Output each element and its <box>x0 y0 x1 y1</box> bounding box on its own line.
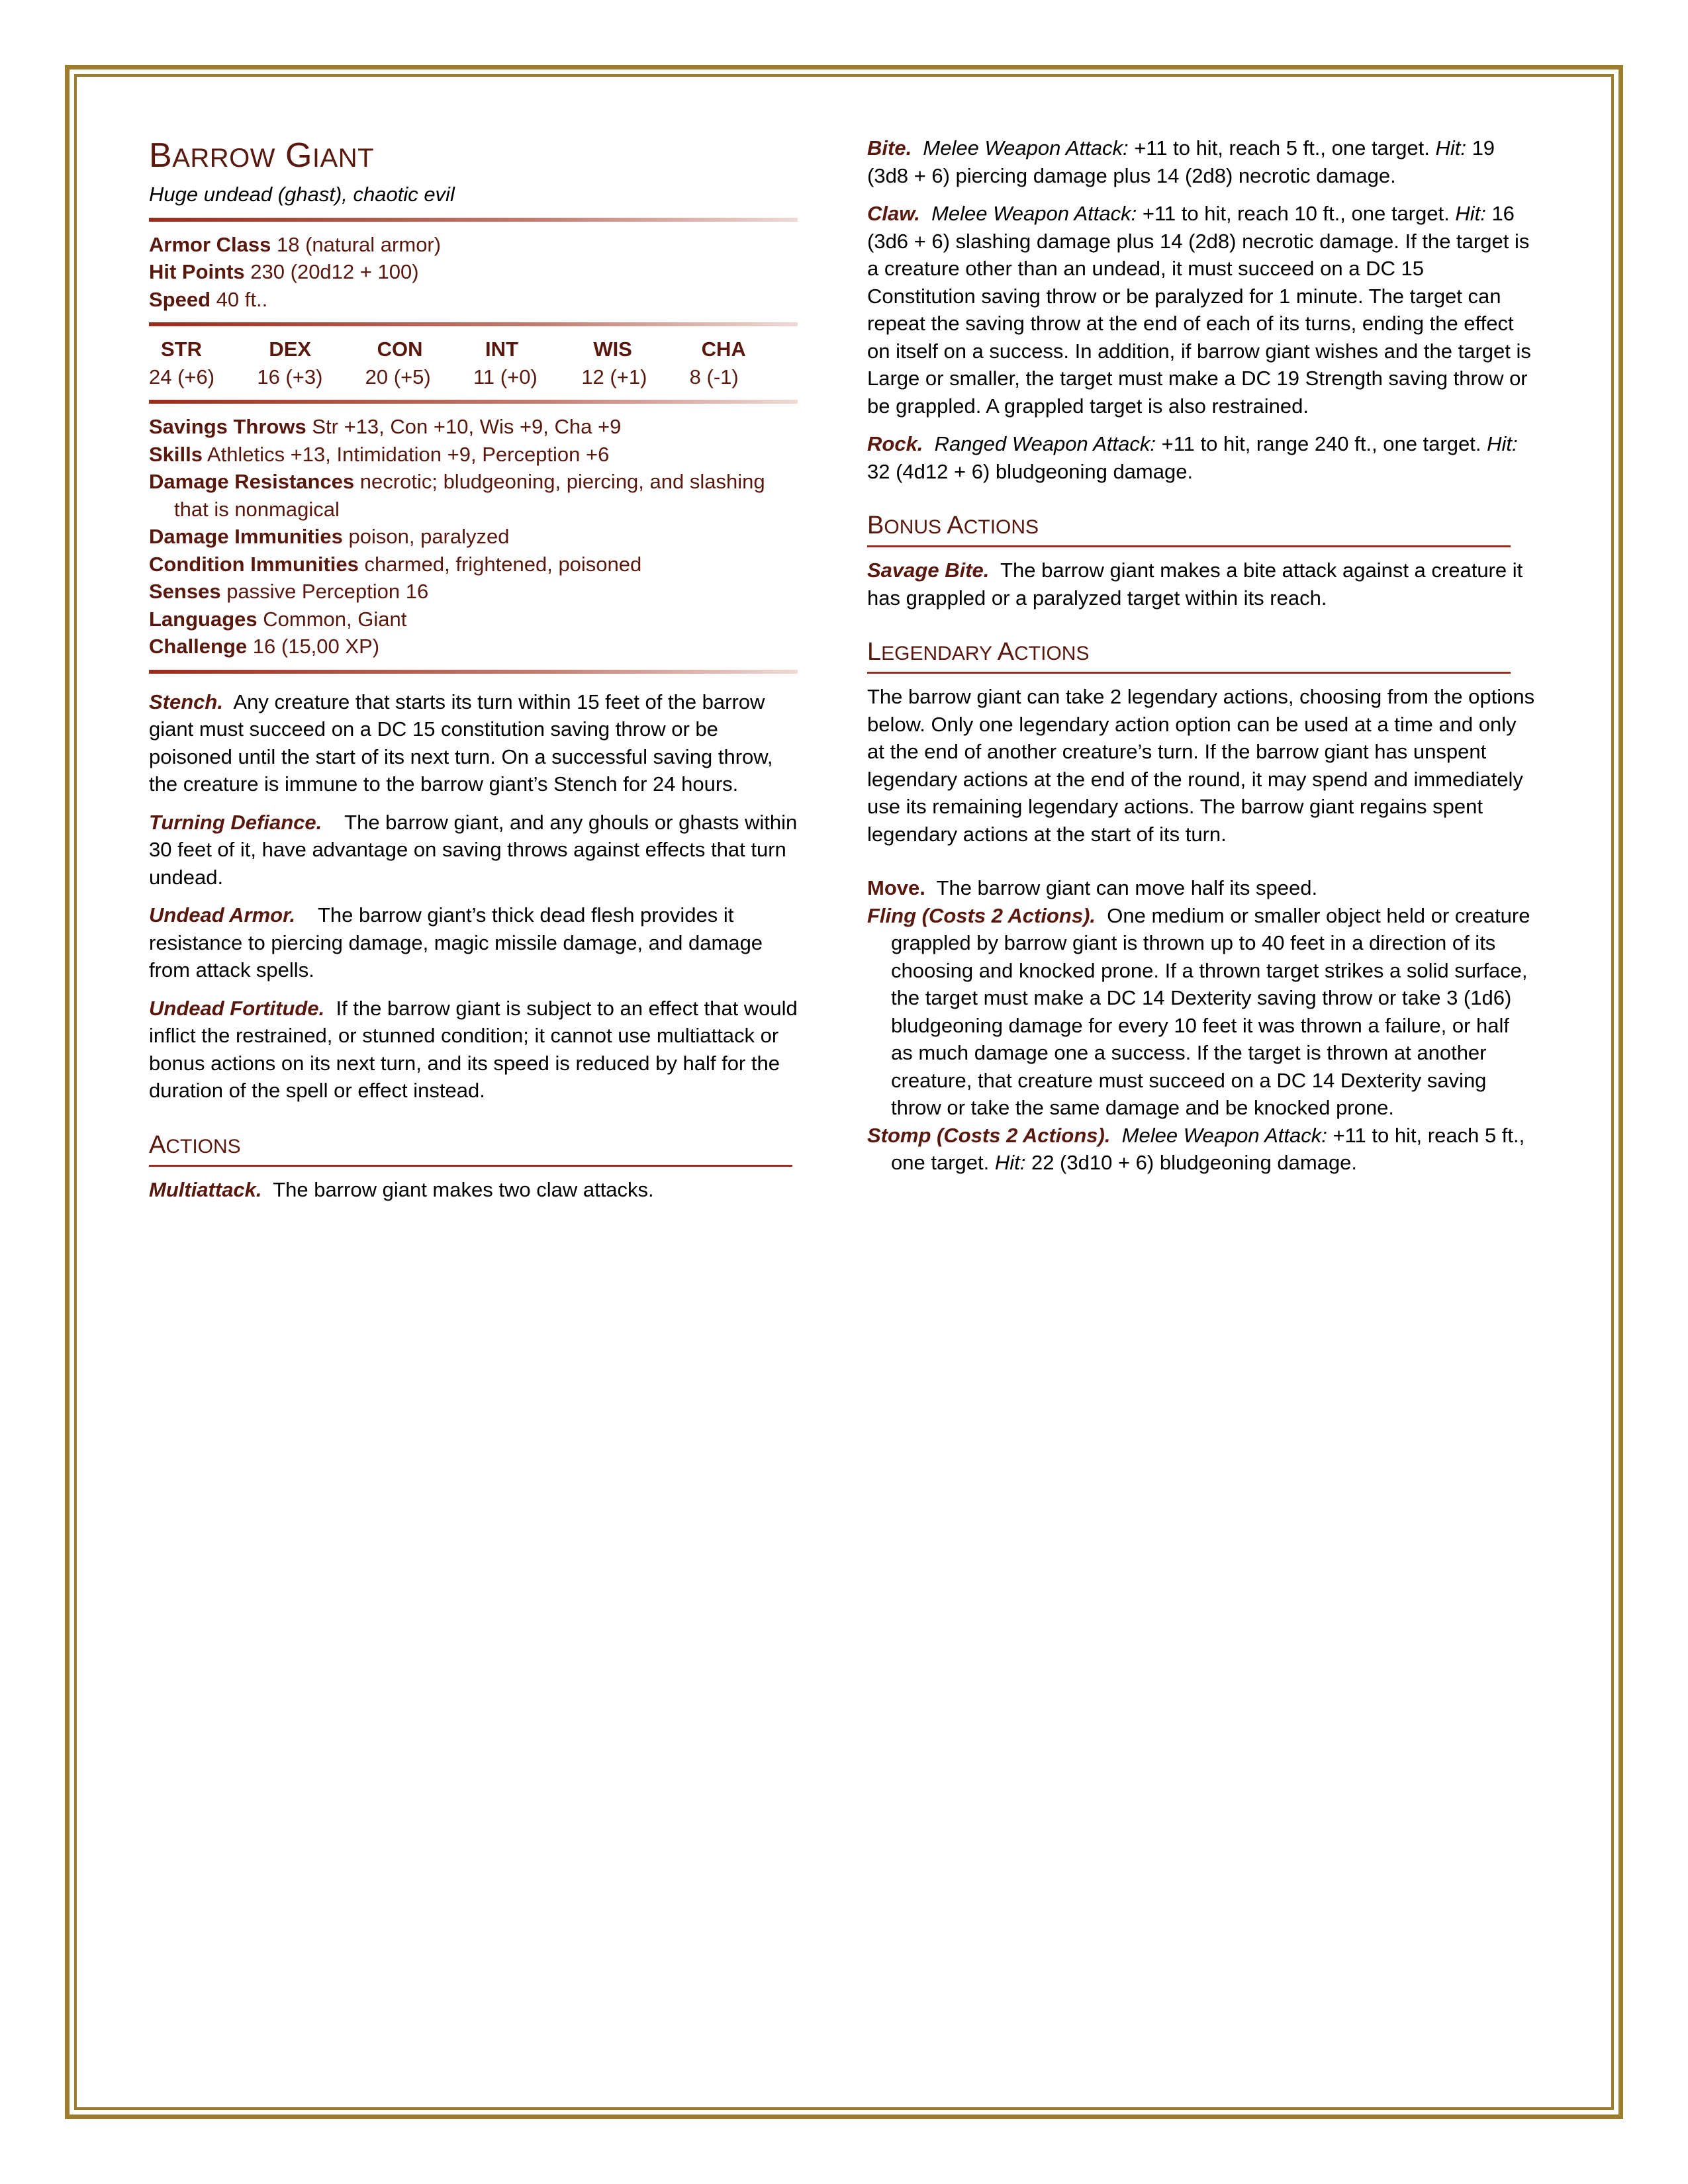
ability-dex: DEX 16 (+3) <box>257 338 323 388</box>
right-column <box>867 134 1536 1177</box>
bonus-savage-bite: Savage Bite. The barrow giant makes a bite attack against a creature it has grappled or a paralyzed target within its reach. <box>867 559 1523 610</box>
action-bite: Bite. Melee Weapon Attack: +11 to hit, reach 5 ft., one target. Hit: 19 (3d8 + 6) piercing damage plus 14 (2d8) necrotic damage. <box>867 136 1495 187</box>
damage-resistances: Damage Resistances necrotic; bludgeoning, piercing, and slashing that is nonmagical <box>149 470 765 521</box>
monster-name: BARROW GIANT <box>149 136 375 175</box>
divider <box>149 670 798 674</box>
trait-undead-fortitude: Undead Fortitude. If the barrow giant is subject to an effect that would inflict the restrained, or stunned condition; it cannot use multiattack or bonus actions on its next turn, and its speed is reduced by half for the duration of the spell or effect instead. <box>149 996 798 1102</box>
ability-scores <box>149 336 798 390</box>
hit-points: Hit Points 230 (20d12 + 100) <box>149 260 419 283</box>
section-heading-actions: ACTIONS <box>149 1130 792 1167</box>
ability-cha: CHA 8 (-1) <box>689 338 746 388</box>
legendary-move: Move. The barrow giant can move half its speed. <box>867 876 1318 899</box>
ability-str: STR 24 (+6) <box>149 338 215 388</box>
speed: Speed 40 ft.. <box>149 287 268 311</box>
action-rock: Rock. Ranged Weapon Attack: +11 to hit, range 240 ft., one target. Hit: 32 (4d12 + 6) bludgeoning damage. <box>867 432 1518 483</box>
section-heading-bonus-actions: BONUS ACTIONS <box>867 510 1511 547</box>
damage-immunities: Damage Immunities poison, paralyzed <box>149 525 510 548</box>
skills: Skills Athletics +13, Intimidation +9, Perception +6 <box>149 442 610 466</box>
armor-class: Armor Class 18 (natural armor) <box>149 232 442 256</box>
divider <box>149 218 798 222</box>
trait-undead-armor: Undead Armor. The barrow giant’s thick dead flesh provides it resistance to piercing damage, magic missile damage, and damage from attack spells. <box>149 903 763 981</box>
divider <box>149 400 798 404</box>
traits <box>149 688 798 1105</box>
legendary-fling: Fling (Costs 2 Actions). One medium or smaller object held or creature grappled by barrow giant is thrown up to 40 feet in a direction of its choosing and knocked prone. If a thrown target strikes a solid surface, the target must make a DC 14 Dexterity saving throw or take 3 (1d6) bludgeoning damage for every 10 feet it was thrown a failure, or half as much damage one a success. If the target is thrown at another creature, that creature must succeed on a DC 14 Dexterity saving throw or take the same damage and be knocked prone. <box>867 903 1530 1119</box>
monster-type: Huge undead (ghast), chaotic evil <box>149 183 455 206</box>
ability-wis: WIS 12 (+1) <box>581 338 647 388</box>
challenge: Challenge 16 (15,00 XP) <box>149 635 380 658</box>
left-column <box>149 136 798 1214</box>
legendary-stomp: Stomp (Costs 2 Actions). Melee Weapon Attack: +11 to hit, reach 5 ft., one target. Hit: 22 (3d10 + 6) bludgeoning damage. <box>867 1123 1525 1174</box>
action-multiattack: Multiattack. The barrow giant makes two claw attacks. <box>149 1177 654 1201</box>
section-heading-legendary-actions: LEGENDARY ACTIONS <box>867 637 1511 674</box>
senses: Senses passive Perception 16 <box>149 580 429 603</box>
trait-stench: Stench. Any creature that starts its turn within 15 feet of the barrow giant must succeed on a DC 15 constitution saving throw or be poisoned until the start of its next turn. On a successful saving throw, the creature is immune to the barrow giant’s Stench for 24 hours. <box>149 690 773 796</box>
details <box>149 413 798 660</box>
ability-con: CON 20 (+5) <box>365 338 431 388</box>
legendary-intro: The barrow giant can take 2 legendary actions, choosing from the options below. Only one legendary action option can be used at a time and only at the end of another creature’s turn. If the barrow giant has unspent legendary actions at the end of the round, it may spend and immediately use its remaining legendary actions. The barrow giant regains spent legendary actions at the start of its turn. <box>867 685 1535 846</box>
languages: Languages Common, Giant <box>149 607 407 631</box>
trait-turning-defiance: Turning Defiance. The barrow giant, and any ghouls or ghasts within 30 feet of it, have advantage on saving throws against effects that turn undead. <box>149 810 798 889</box>
basic-stats <box>149 231 798 314</box>
divider <box>149 322 798 326</box>
ability-int: INT 11 (+0) <box>473 338 538 388</box>
action-claw: Claw. Melee Weapon Attack: +11 to hit, reach 10 ft., one target. Hit: 16 (3d6 + 6) slashing damage plus 14 (2d8) necrotic damage. If the target is a creature other than an undead, it must succeed on a DC 15 Constitution saving throw or be paralyzed for 1 minute. The target can repeat the saving throw at the end of each of its turns, ending the effect on itself on a success. In addition, if barrow giant wishes and the target is Large or smaller, the target must make a DC 19 Strength saving throw or be grappled. A grappled target is also restrained. <box>867 202 1531 418</box>
saving-throws: Savings Throws Str +13, Con +10, Wis +9, Cha +9 <box>149 415 622 438</box>
condition-immunities: Condition Immunities charmed, frightened, poisoned <box>149 552 642 576</box>
